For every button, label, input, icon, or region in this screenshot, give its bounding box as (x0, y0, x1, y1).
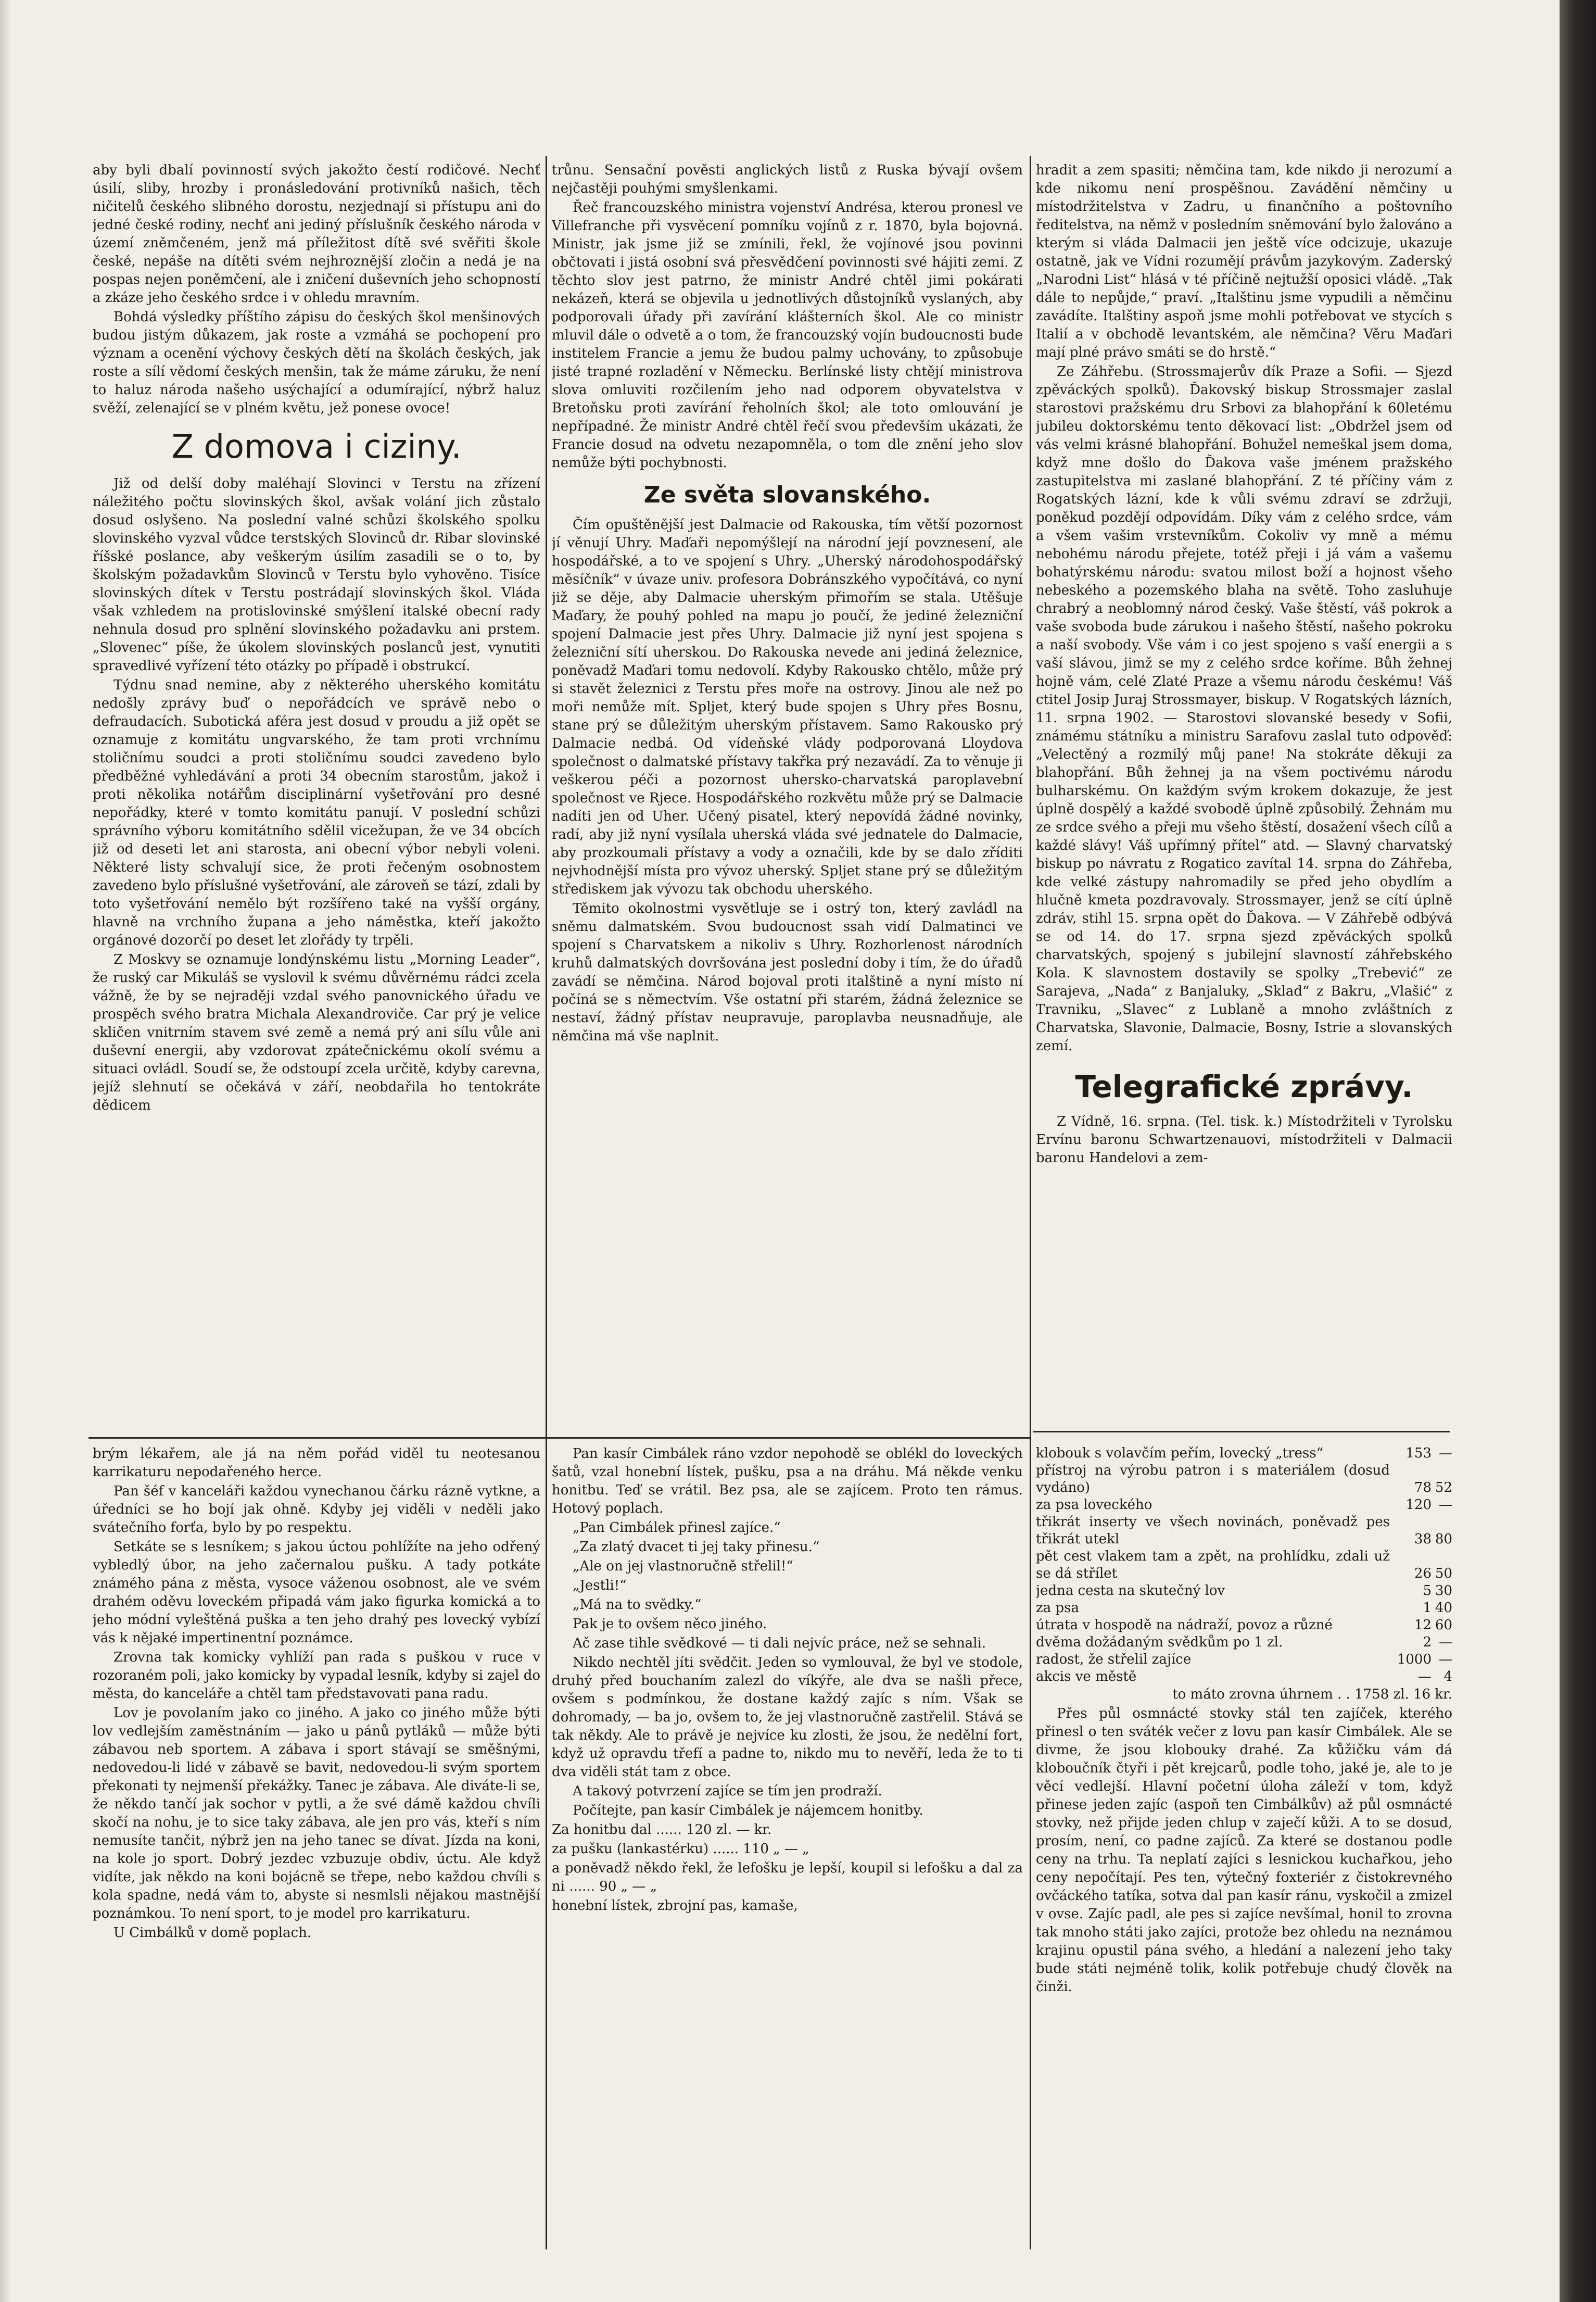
story-paragraph: Nikdo nechtěl jíti svědčit. Jeden so vymlouval, že byl ve stodole, druhý před bouchaním zalezl do víkýře, ale dva se našli přece, ovšem s podmínkou, že dostane každý zajíc s ním. Však se dohromady, — ba jo, ovšem to, že jej vlastnoručně zastřelil. Stává se tak někdy. Ale to právě je nejvíce ku zlosti, že jsou, že nedělní fort, když už opravdu třefí a padne to, nikdo mu to nevěří, leda že to ti dva viděli stát tam z obce. (552, 1655, 1023, 1780)
cost-kr: — (1439, 1652, 1452, 1667)
news-paragraph: Již od delší doby maléhají Slovinci v Terstu na zřízení náležitého počtu slovinských škol, avšak volání jich zůstalo dosud oslyšeno. Na poslední valné schůzi školského spolku slovinského vyzval vůdce terstských Slovinců dr. Ribar slovinské říšské poslance, aby veškerým úsilím zasadili se o to, by školským požadavkům Slovinců v Terstu bylo vyhověno. Tisíce slovinských dítek v Terstu postrádají slovinských škol. Vláda však vzhledem na protislovinské smýšlení italské obecní rady nehnula dosud pro splnění slovinského požadavku ani prstem. „Slovenec“ píše, že úkolem slovinských poslanců jest, vynutiti spravedlivé vyřízení této otázky po případě i obstrukcí. (93, 476, 540, 674)
column-rule-1 (546, 156, 547, 2249)
article-paragraph: aby byli dbalí povinností svých jakožto čestí rodičové. Nechť úsilí, sliby, hrozby i pronásledování protivníků našich, těch ničitelů českého slibného dorostu, nezjednají si přístupu ani do jedné české rodiny, nechť ani jediný příslušník českého národa v území zněmčeném, jenž má příležitost dítě své svěřiti škole české, nepáše na dítěti svém nejhroznější zločin a nedá je na pospas nejen poněmčení, ale i zničení duševních jeho schopností a zkáze jeho českého srdce i v ohledu mravním. (93, 162, 540, 306)
cost-zl: 38 (1414, 1531, 1432, 1547)
cost-row (1036, 1445, 1452, 1462)
cost-total: to máto zrovna úhrnem . . 1758 zl. 16 kr. (1172, 1687, 1452, 1702)
section-heading-slovanskeho: Ze světa slovanského. (643, 482, 931, 508)
column-1-top (93, 161, 540, 1432)
dialogue-line: „Za zlatý dvacet ti jej taky přinesu.“ (573, 1539, 820, 1555)
column-3-top (1036, 161, 1452, 1427)
cost-kr: 50 (1435, 1566, 1452, 1581)
column-2-top (552, 161, 1023, 1432)
cost-kr: 60 (1435, 1617, 1452, 1633)
cost-row (1036, 1462, 1452, 1496)
cost-item: jedna cesta na skutečný lov (1036, 1583, 1225, 1599)
story-paragraph: U Cimbálků v domě poplach. (113, 1925, 312, 1941)
cost-zl: 5 (1423, 1583, 1432, 1599)
cost-row (1036, 1548, 1452, 1582)
cost-zl: 78 (1414, 1480, 1432, 1495)
cost-row (1036, 1600, 1452, 1617)
news-paragraph: Týdnu snad nemine, aby z některého uherského komitátu nedošly zprávy buď o nepořádcích ve správě nebo o defraudacích. Subotická aféra jest dosud v proudu a již opět se oznamuje z komitátu ungvarského, že tam proti vrchnímu stoličnímu soudci a proti stoličnímu soudci zavedeno bylo předběžné vyhledávání a proti 34 obecním starostům, jakož i proti několika notářům disciplinární vyšetřování pro desné nepořádky, které v tomto komitátu panují. V poslední schůzi správního výboru komitátního sdělil vicežupan, že ve 34 obcích již od deseti let ani starosta, ani obecní výbor nebyli voleni. Některé listy schvalují sice, že proti řečeným osobnostem zavedeno bylo příslušné vyšetřování, ale zároveň se tází, zdali by toto vyšetřování nemělo být rozšířeno také na vyšší orgány, hlavně na vrchního župana a jeho náměstka, kteří jakožto orgánové dozorčí po deset let zlořády ty trpěli. (93, 677, 540, 948)
cost-item: za psa loveckého (1036, 1497, 1152, 1513)
cost-item: klobouk s volavčím peřím, lovecký „tress“ (1036, 1445, 1324, 1461)
article-paragraph: hradit a zem spasiti; němčina tam, kde nikdo ji nerozumí a kde nikomu není prospěšnou. Zavádění němčiny u místodržitelstva v Zadru, u finančního a poštovního ředitelstva, na němž v posledním sněmování bylo žalováno a kterým si vláda Dalmacii jen ještě více odcizuje, ukazuje ostatně, jak ve Vídni rozumějí právům jazykovým. Zaderský „Narodni List“ hlásá v té příčině nejtužší oposici vládě. „Tak dále to nepůjde,“ praví. „Italštinu jsme vypudili a němčinu zavádíte. Italštiny aspoň jsme mohli potřebovat ve stycích s Italií a v obchodě levantském, ale němčina? Věru Maďari mají plné právo smáti se do hrstě.“ (1036, 162, 1452, 360)
section-heading-domova: Z domova i ciziny. (171, 427, 462, 466)
cost-item: třikrát inserty ve všech novinách, poněvadž pes třikrát utekl (1036, 1514, 1390, 1547)
page-left-shadow (0, 0, 11, 2302)
cost-row (1036, 1668, 1452, 1685)
cost-zl: 26 (1414, 1566, 1432, 1581)
section-rule (88, 1437, 1031, 1439)
cost-row (1036, 1496, 1452, 1514)
cost-kr: 40 (1435, 1600, 1452, 1616)
article-paragraph: Ze Záhřebu. (Strossmajerův dík Praze a Sofii. — Sjezd zpěváckých spolků). Ďakovský biskup Strossmajer zaslal starostovi pražskému dru Srbovi za blahopřání k 60letému jubileu doktorskému tento děkovací list: „Obdržel jsem od vás velmi krásné blahopřání. Bohužel nemeškal jsem doma, když mne došlo do Ďakova vaše jménem pražského zastupitelstva mi zaslané blahopřání. Z té příčiny vám z Rogatských lázní, kde k vůli svému zdraví se zdržuji, poněkud pozdějí odpovídám. Díky vám z celého srdce, vám a všem vašim vrstevníkům. Cokoliv vy mně a mému nebohému národu přejete, totéž přeji i já vám a vašemu bohatýrskému národu: svatou milost boží a hojnost všeho nebeského a pozemského blaha na světě. Toho zasluhuje chrabrý a neoblomný národ český. Vaše štěstí, váš pokrok a vaše svoboda bude zárukou i našeho štěstí, našeho pokroku a naší svobody. Vše vám i co jest spojeno s vaší energii a s vaší slávou, jimž se my z celého srdce koříme. Bůh žehnej hojně vám, celé Zlaté Praze a všemu národu českému! Váš ctitel Josip Juraj Strossmayer, biskup. V Rogatských lázních, 11. srpna 1902. — Starostovi slovanské besedy v Sofii, známému státníku a ministru Sarafovu zaslal tuto odpověď: „Velectěný a rozmilý můj pane! Na stokráte děkuji za blahopřání. Bůh žehnej ja na všem poctivému národu bulharskému. On každým svým krokem dokazuje, že jest úplně dospělý a každé svobodě úplně způsobilý. Žehnám mu ze srdce svého a přeji mu všeho štěstí, dosažení všech cílů a každé slávy! Váš upřímný přítel“ atd. — Slavný charvatský biskup po návratu z Rogatico zavítal 14. srpna do Záhřeba, kde velké zástupy nahromadily se před jeho obydlím a hlučně kmeta pozdravovaly. Strossmayer, jenž se cítí úplně zdráv, stihl 15. srpna opět do Ďakova. — V Záhřebě odbývá se od 14. do 17. srpna sjezd zpěváckých spolků charvatských, spojený s jubilejní slavností záhřebského Kola. K slavnostem dostavily se spolky „Trebević“ ze Sarajeva, „Nada“ z Banjaluky, „Sklad“ z Bakru, „Vlašić“ z Travniku, „Slavec“ z Lublaně a mnoho zvláštních z Charvatska, Slavonie, Dalmacie, Bosny, Istrie a slovanských zemí. (1036, 364, 1452, 1054)
cost-item: dvěma dožádaným svědkům po 1 zl. (1036, 1634, 1283, 1650)
page-binding-edge (1560, 0, 1596, 2302)
slavic-paragraph: Čím opuštěnější jest Dalmacie od Rakouska, tím větší pozornost jí věnují Uhry. Maďaři nepomýšlejí na národní její povznesení, ale hospodářské, a to ve spojení s Uhry. „Uherský národohospodářský měsíčník“ v úvaze univ. profesora Dobránszkého vypočítává, co nyní již se děje, aby Dalmacie uherským přimořím se stala. Utěšuje Maďary, že pouhý pohled na mapu jo poučí, že jediné železniční spojení Dalmacie jest přes Uhry. Dalmacie již nyní jest spojena s železniční sítí uherskou. Do Rakouska nevede ani jediná železnice, poněvadž Maďari tomu nedovolí. Kdyby Rakousko chtělo, může prý si stavět železnici z Terstu přes moře na ostrovy. Jinou ale než po moři nemůže mít. Spljet, který bude spojen s Uhry přes Bosnu, stane prý se důležitým uherským přístavem. Samo Rakousko prý Dalmacie nedbá. Od vídeňské vlády podporovaná Lloydova společnost o dalmatské přístavy takřka prý nezavádí. Za to věnuje ji veškerou péči a pozornost uhersko-charvatská paroplavební společnost ve Rjece. Hospodářského rozkvětu může prý se Dalmacie nadíti jen od Uher. Učený pisatel, který nepovídá žádné novinky, radí, aby již nyní vysílala uherská vláda své jednatele do Dalmacie, aby prozkoumali přístavy a vody a označili, kde by se dalo zříditi nejvhodnější místa pro vývoz uherský. Spljet stane prý se důležitým střediskem jak vývozu tak obchodu uherského. (552, 517, 1023, 897)
cost-kr: 4 (1443, 1669, 1452, 1684)
cost-row (1036, 1582, 1452, 1600)
cost-zl: 153 (1405, 1445, 1432, 1461)
news-paragraph: Z Moskvy se oznamuje londýnskému listu „Morning Leader“, že ruský car Mikuláš se vyslovil k svému důvěrnému rádci zcela vážně, že by se nejraději vzdal svého panovnického úřadu ve prospěch svého bratra Michala Alexandroviče. Car prý je velice skličen vnitrním stavem své země a nemá prý ani sílu vůle ani duševní energii, aby vzdorovat zpátečnickému okolí svému a situaci ovládl. Soudí se, že odstoupí zcela určitě, kdyby carevna, jejíž slehnutí se očekává v září, neobdařila ho tentokráte dědicem (93, 952, 540, 1113)
cost-item: útrata v hospodě na nádraží, povoz a různé (1036, 1617, 1333, 1633)
cost-row (1036, 1617, 1452, 1634)
cost-item: pět cest vlakem tam a zpět, na prohlídku, zdali už se dá střílet (1036, 1549, 1390, 1581)
cost-row (1036, 1634, 1452, 1651)
story-paragraph: Setkáte se s lesníkem; s jakou úctou pohlížíte na jeho odřený vybledlý úbor, na jeho začernalou pušku. A tady potkáte známého pána z města, vysoce váženou osobnost, ale ve svém drahém oděvu loveckém připadá vám jako figurka komická a to jeho módní vyleštěná puška a ten jeho drahý pes lovecký vybízí vás k nějaké impertinentní poznámce. (93, 1539, 540, 1646)
story-paragraph: Počítejte, pan kasír Cimbálek je nájemcem honitby. (573, 1803, 923, 1818)
story-paragraph: Pak je to ovšem něco jiného. (573, 1616, 767, 1632)
cost-kr: 80 (1435, 1531, 1452, 1547)
story-paragraph: brým lékařem, ale já na něm pořád viděl tu neotesanou karrikaturu nepodařeného herce. (93, 1446, 540, 1480)
telegraph-paragraph: Z Vídně, 16. srpna. (Tel. tisk. k.) Místodržiteli v Tyrolsku Ervínu baronu Schwartzenauovi, místodržiteli v Dalmacii baronu Handelovi a zem- (1036, 1114, 1452, 1166)
cost-zl: 1000 (1397, 1652, 1432, 1667)
cost-item: za psa (1036, 1600, 1079, 1616)
telegraph-rule (1033, 1431, 1450, 1432)
cost-zl: 1 (1423, 1600, 1432, 1616)
story-paragraph: Pan šéf v kanceláři každou vynechanou čárku rázně vytkne, a úředníci se ho bojí jak ohně. Kdyby jej viděli v neděli jako svátečního forťa, bylo by po respektu. (93, 1483, 540, 1536)
cost-kr: — (1439, 1497, 1452, 1513)
story-paragraph: Lov je povolaním jako co jiného. A jako co jiného může býti lov vedlejším zaměstnáním — jako u pánů pytláků — může býti zábavou neb sportem. A zábava i sport stávají se směšnými, nedovedou-li lidé v zábavě se bavit, nedovedou-li svým sportem překonati ty nejmenší překážky. Tanec je zábava. Ale diváte-li se, že někdo tančí jak sochor v pytli, a že své dámě každou chvíli skočí na nohu, je to sice taky zábava, ale jen pro vás, kteří s ním nemusíte tančit, nýbrž jen na jeho tanec se dívat. Jízda na koni, na kole jo sport. Dobrý jezdec vzbuzuje obdiv, úctu. Ale když vidíte, jak někdo na koni bojácně se třepe, nebo každou chvíli s kola spadne, nedá vám to, abyste si nesmlsli nějakou mastnější poznámkou. To není sport, to je model pro karrikaturu. (93, 1705, 540, 1921)
slavic-paragraph: Těmito okolnostmi vysvětluje se i ostrý ton, který zavládl na sněmu dalmatském. Svou budoucnost ssah vidí Dalmatinci ve spojení s Charvatskem a nikoliv s Uhry. Rozhorlenost národních kruhů dalmatských dovršována jest poslední doby i tím, že do úřadů zavádí se němčina. Národ bojoval proti italštině a nyní místo ní počíná se s němectvím. Vše ostatní při starém, žádná železnice se nestaví, žádný přístav neupravuje, paroplavba neusnadňuje, ale němčina má vše naplnit. (552, 901, 1023, 1044)
cost-item: radost, že střelil zajíce (1036, 1652, 1192, 1667)
cost-line: honební lístek, zbrojní pas, kamaše, (552, 1898, 798, 1914)
cost-zl: 120 (1405, 1497, 1432, 1513)
cost-zl: 12 (1414, 1617, 1432, 1633)
cost-kr: 30 (1435, 1583, 1452, 1599)
column-2-bottom (552, 1445, 1023, 2132)
story-paragraph: A takový potvrzení zajíce se tím jen prodraží. (573, 1783, 882, 1799)
cost-line: za pušku (lankastérku) ...... 110 „ — „ (552, 1841, 809, 1857)
cost-item: přístroj na výrobu patron i s materiálem (dosud vydáno) (1036, 1463, 1390, 1495)
story-paragraph: Ač zase tihle svědkové — ti dali nejvíc práce, než se sehnali. (573, 1636, 986, 1651)
dialogue-line: „Pan Cimbálek přinesl zajíce.“ (573, 1520, 781, 1536)
cost-line: Za honitbu dal ...... 120 zl. — kr. (552, 1822, 772, 1838)
cost-zl: — (1418, 1669, 1432, 1684)
column-1-bottom (93, 1445, 540, 2132)
cost-table (1036, 1445, 1452, 1685)
cost-row (1036, 1651, 1452, 1668)
cost-row (1036, 1514, 1452, 1548)
column-rule-2 (1030, 156, 1031, 2249)
cost-kr: 52 (1435, 1480, 1452, 1495)
article-paragraph: Řeč francouzského ministra vojenství Andrésa, kterou pronesl ve Villefranche při vysvěcení pomníku vojínů z r. 1870, byla bojovná. Ministr, jak jsme již se zmínili, řekl, že vojínové jsou povinni občtovati i jistá osobní svá přesvědčení povinnosti své hájiti zemi. Z těchto slov jest patrno, že ministr André chtěl jimi pokárati nekázeň, která se objevila u jednotlivých důstojníků vyslaných, aby podporovali úřady při zavírání klášterních škol. Ale co ministr mluvil dále o odvetě a o tom, že francouzský vojín budoucnosti bude institelem Francie a jemu že budou palmy uchovány, to způsobuje jisté trapné rozladění v Německu. Berlínské listy chtějí ministrova slova omluviti rozčilením jeho nad odporem obyvatelstva v Bretoňsku proti zavírání řeholních škol; ale toto omlouvání je nepřípadné. Že ministr André chtěl řečí svou především ukázati, že Francie dosud na odvetu nezapomněla, o tom dle znění jeho slov nemůže býti pochybnosti. (552, 200, 1023, 471)
story-paragraph: Zrovna tak komicky vyhlíží pan rada s puškou v ruce v rozoraném poli, jako komicky by vypadal lesník, kdyby si zajel do města, do kanceláře a chtěl tam představovati pana radu. (93, 1650, 540, 1702)
section-heading-telegraf: Telegrafické zprávy. (1075, 1069, 1413, 1104)
story-paragraph: Pan kasír Cimbálek ráno vzdor nepohodě se oblékl do loveckých šatů, vzal honební lístek, pušku, psa a na dráhu. Má někde venku honitbu. Teď se vrátil. Bez psa, ale se zajícem. Proto ten rámus. Hotový poplach. (552, 1446, 1023, 1516)
article-paragraph: trůnu. Sensační pověsti anglických listů z Ruska bývají ovšem nejčastěji pouhými smyšlenkami. (552, 162, 1023, 196)
column-3-bottom (1036, 1445, 1452, 2132)
story-paragraph: Přes půl osmnácté stovky stál ten zajíček, kterého přinesl o ten sváték večer z lovu pan kasír Cimbálek. Ale se divme, že jsou klobouky drahé. Za kůžičku vám dá kloboučník čtyři i pět krejcarů, podle toho, jaké je, ale to je věcí vedlejší. Hlavní početní úloha záleží v tom, když přinese jeden zajíc (aspoň ten Cimbálkův) až půl osmnácté stovky, než přijde jeden chlup v zaječí kůži. A to se dosud, prosím, není, co padne zajíců. Za které se dostanou podle ceny na trhu. Ta neplatí zajíci s lesnickou kuchařkou, jeho ceny nepočítají. Pes ten, výtečný foxteriér z čistokrevného ovčáckého tatíka, sotva dal pan kasír ránu, vyskočil a zmizel v ovse. Zajíc padl, ale pes si zajíce nevšímal, honil to zrovna tak mnoho státi jako zajíci, protože bez ohledu na neznámou krajinu opustil pána svého, a hledání a nalezení jeho taky bude státi nejméně tolik, kolik potřebuje chudý člověk na činži. (1036, 1706, 1452, 1995)
cost-zl: 2 (1423, 1634, 1432, 1650)
dialogue-line: „Ale on jej vlastnoručně střelil!“ (573, 1558, 793, 1574)
dialogue-line: „Má na to svědky.“ (573, 1597, 702, 1613)
cost-item: akcis ve městě (1036, 1669, 1137, 1684)
article-paragraph: Bohdá výsledky příštího zápisu do českých škol menšinových budou jistým důkazem, jak roste a vzmáhá se pochopení pro význam a ocenění výchovy českých dětí na školách českých, jak roste a sílí vědomí českých menšin, tak že máme záruku, že není to haluz národa našeho usýchající a odumírající, nýbrž haluz svěží, zelenající se v plném květu, jež ponese ovoce! (93, 309, 540, 416)
cost-kr: — (1439, 1445, 1452, 1461)
dialogue-line: „Jestli!“ (573, 1578, 627, 1593)
cost-kr: — (1439, 1634, 1452, 1650)
cost-line: a poněvadž někdo řekl, že lefošku je lepší, koupil si lefošku a dal za ni ...... 90 „ — „ (552, 1860, 1023, 1894)
